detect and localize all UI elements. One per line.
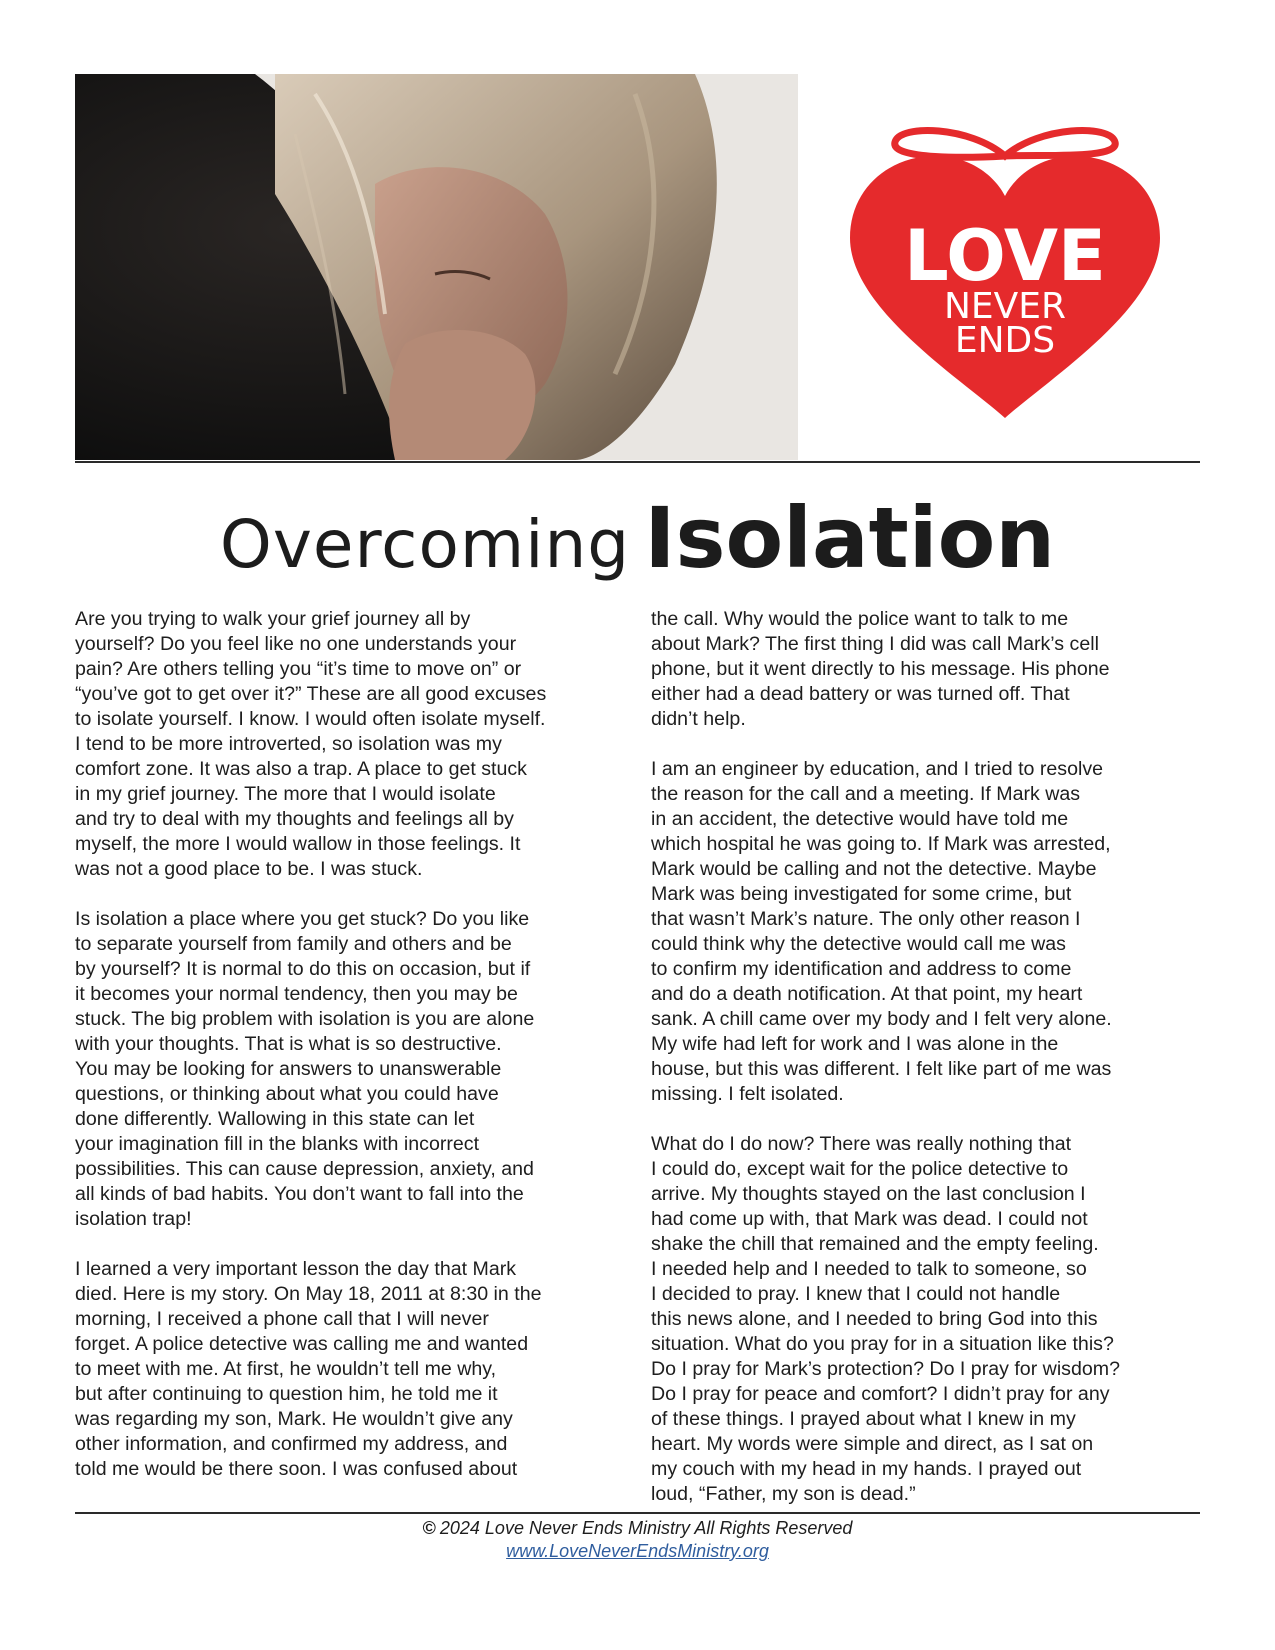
text-line: had come up with, that Mark was dead. I could not bbox=[651, 1208, 1088, 1230]
text-line: pain? Are others telling you “it’s time to move on” or bbox=[75, 658, 522, 680]
logo-ends-text: ENDS bbox=[954, 320, 1056, 361]
text-line: phone, but it went directly to his message. His phone bbox=[651, 658, 1110, 680]
text-line: I am an engineer by education, and I tried to resolve bbox=[651, 758, 1104, 780]
copyright-icon: © bbox=[422, 1518, 436, 1538]
title-bold: Isolation bbox=[644, 489, 1056, 587]
text-line: this news alone, and I needed to bring God into this bbox=[651, 1308, 1098, 1330]
text-line: arrive. My thoughts stayed on the last conclusion I bbox=[651, 1183, 1086, 1205]
text-line: house, but this was different. I felt like part of me was bbox=[651, 1058, 1112, 1080]
text-line: loud, “Father, my son is dead.” bbox=[651, 1483, 916, 1505]
text-line: Mark would be calling and not the detective. Maybe bbox=[651, 858, 1097, 880]
grieving-woman-photo bbox=[75, 74, 798, 460]
text-line: the call. Why would the police want to talk to me bbox=[651, 608, 1069, 630]
text-line: stuck. The big problem with isolation is you are alone bbox=[75, 1008, 535, 1030]
text-line: Are you trying to walk your grief journey all by bbox=[75, 608, 471, 630]
footer-divider bbox=[75, 1512, 1200, 1514]
text-line: shake the chill that remained and the empty feeling. bbox=[651, 1233, 1099, 1255]
text-line: was not a good place to be. I was stuck. bbox=[75, 858, 423, 880]
text-line: either had a dead battery or was turned off. That bbox=[651, 683, 1070, 705]
text-line: Is isolation a place where you get stuck? Do you like bbox=[75, 908, 530, 930]
text-line: died. Here is my story. On May 18, 2011 at 8:30 in the bbox=[75, 1283, 542, 1305]
text-line: it becomes your normal tendency, then you may be bbox=[75, 983, 518, 1005]
text-line: I could do, except wait for the police detective to bbox=[651, 1158, 1069, 1180]
article-column-left bbox=[75, 607, 630, 1482]
footer bbox=[75, 1517, 1200, 1563]
text-line: was regarding my son, Mark. He wouldn’t give any bbox=[75, 1408, 513, 1430]
header-photo bbox=[75, 74, 798, 460]
text-line: by yourself? It is normal to do this on occasion, but if bbox=[75, 958, 531, 980]
text-line: My wife had left for work and I was alone in the bbox=[651, 1033, 1059, 1055]
text-line: to confirm my identification and address to come bbox=[651, 958, 1072, 980]
text-line: your imagination fill in the blanks with incorrect bbox=[75, 1133, 480, 1155]
text-line: that wasn’t Mark’s nature. The only other reason I bbox=[651, 908, 1081, 930]
text-line: to meet with me. At first, he wouldn’t tell me why, bbox=[75, 1358, 497, 1380]
logo-love-text: LOVE bbox=[904, 215, 1106, 297]
text-line: in an accident, the detective would have told me bbox=[651, 808, 1069, 830]
text-line: What do I do now? There was really nothing that bbox=[651, 1133, 1072, 1155]
text-line: myself, the more I would wallow in those feelings. It bbox=[75, 833, 521, 855]
text-line: yourself? Do you feel like no one understands your bbox=[75, 633, 517, 655]
text-line: possibilities. This can cause depression, anxiety, and bbox=[75, 1158, 534, 1180]
text-line: could think why the detective would call me was bbox=[651, 933, 1066, 955]
text-line: questions, or thinking about what you could have bbox=[75, 1083, 499, 1105]
text-line: of these things. I prayed about what I knew in my bbox=[651, 1408, 1076, 1430]
text-line: situation. What do you pray for in a situation like this? bbox=[651, 1333, 1114, 1355]
text-line: which hospital he was going to. If Mark was arrested, bbox=[651, 833, 1111, 855]
text-line: Do I pray for peace and comfort? I didn’t pray for any bbox=[651, 1383, 1110, 1405]
text-line: Mark was being investigated for some crime, but bbox=[651, 883, 1072, 905]
page-title bbox=[75, 478, 1200, 598]
paragraph-gap bbox=[651, 1107, 1206, 1132]
text-line: forget. A police detective was calling me and wanted bbox=[75, 1333, 529, 1355]
text-line: to isolate yourself. I know. I would often isolate myself. bbox=[75, 708, 546, 730]
text-line: sank. A chill came over my body and I felt very alone. bbox=[651, 1008, 1112, 1030]
text-line: I decided to pray. I knew that I could not handle bbox=[651, 1283, 1061, 1305]
text-line: to separate yourself from family and others and be bbox=[75, 933, 512, 955]
paragraph-gap bbox=[75, 1232, 630, 1257]
text-line: I learned a very important lesson the day that Mark bbox=[75, 1258, 517, 1280]
header-divider bbox=[75, 461, 1200, 463]
love-never-ends-logo bbox=[840, 118, 1170, 428]
text-line: other information, and confirmed my address, and bbox=[75, 1433, 508, 1455]
copyright-line bbox=[75, 1517, 1200, 1540]
logo-never-text: NEVER bbox=[943, 286, 1067, 327]
text-line: heart. My words were simple and direct, as I sat on bbox=[651, 1433, 1094, 1455]
text-line: “you’ve got to get over it?” These are all good excuses bbox=[75, 683, 547, 705]
article-column-right bbox=[651, 607, 1206, 1507]
text-line: morning, I received a phone call that I will never bbox=[75, 1308, 489, 1330]
paragraph-gap bbox=[651, 732, 1206, 757]
text-line: in my grief journey. The more that I would isolate bbox=[75, 783, 496, 805]
text-line: and try to deal with my thoughts and feelings all by bbox=[75, 808, 514, 830]
text-line: told me would be there soon. I was confused about bbox=[75, 1458, 518, 1480]
text-line: and do a death notification. At that point, my heart bbox=[651, 983, 1083, 1005]
text-line: I tend to be more introverted, so isolation was my bbox=[75, 733, 502, 755]
website-link[interactable]: www.LoveNeverEndsMinistry.org bbox=[506, 1541, 769, 1561]
text-line: comfort zone. It was also a trap. A place to get stuck bbox=[75, 758, 527, 780]
text-line: isolation trap! bbox=[75, 1208, 192, 1230]
text-line: You may be looking for answers to unanswerable bbox=[75, 1058, 502, 1080]
title-light: Overcoming bbox=[219, 506, 631, 583]
text-line: done differently. Wallowing in this state can let bbox=[75, 1108, 475, 1130]
text-line: about Mark? The first thing I did was call Mark’s cell bbox=[651, 633, 1099, 655]
text-line: missing. I felt isolated. bbox=[651, 1083, 844, 1105]
text-line: with your thoughts. That is what is so destructive. bbox=[75, 1033, 502, 1055]
text-line: all kinds of bad habits. You don’t want to fall into the bbox=[75, 1183, 524, 1205]
text-line: my couch with my head in my hands. I prayed out bbox=[651, 1458, 1082, 1480]
text-line: didn’t help. bbox=[651, 708, 746, 730]
text-line: but after continuing to question him, he told me it bbox=[75, 1383, 498, 1405]
text-line: I needed help and I needed to talk to someone, so bbox=[651, 1258, 1087, 1280]
heart-infinity-icon bbox=[840, 118, 1170, 428]
paragraph-gap bbox=[75, 882, 630, 907]
copyright-text: 2024 Love Never Ends Ministry All Rights Reserved bbox=[439, 1518, 853, 1538]
text-line: the reason for the call and a meeting. If Mark was bbox=[651, 783, 1081, 805]
text-line: Do I pray for Mark’s protection? Do I pray for wisdom? bbox=[651, 1358, 1120, 1380]
